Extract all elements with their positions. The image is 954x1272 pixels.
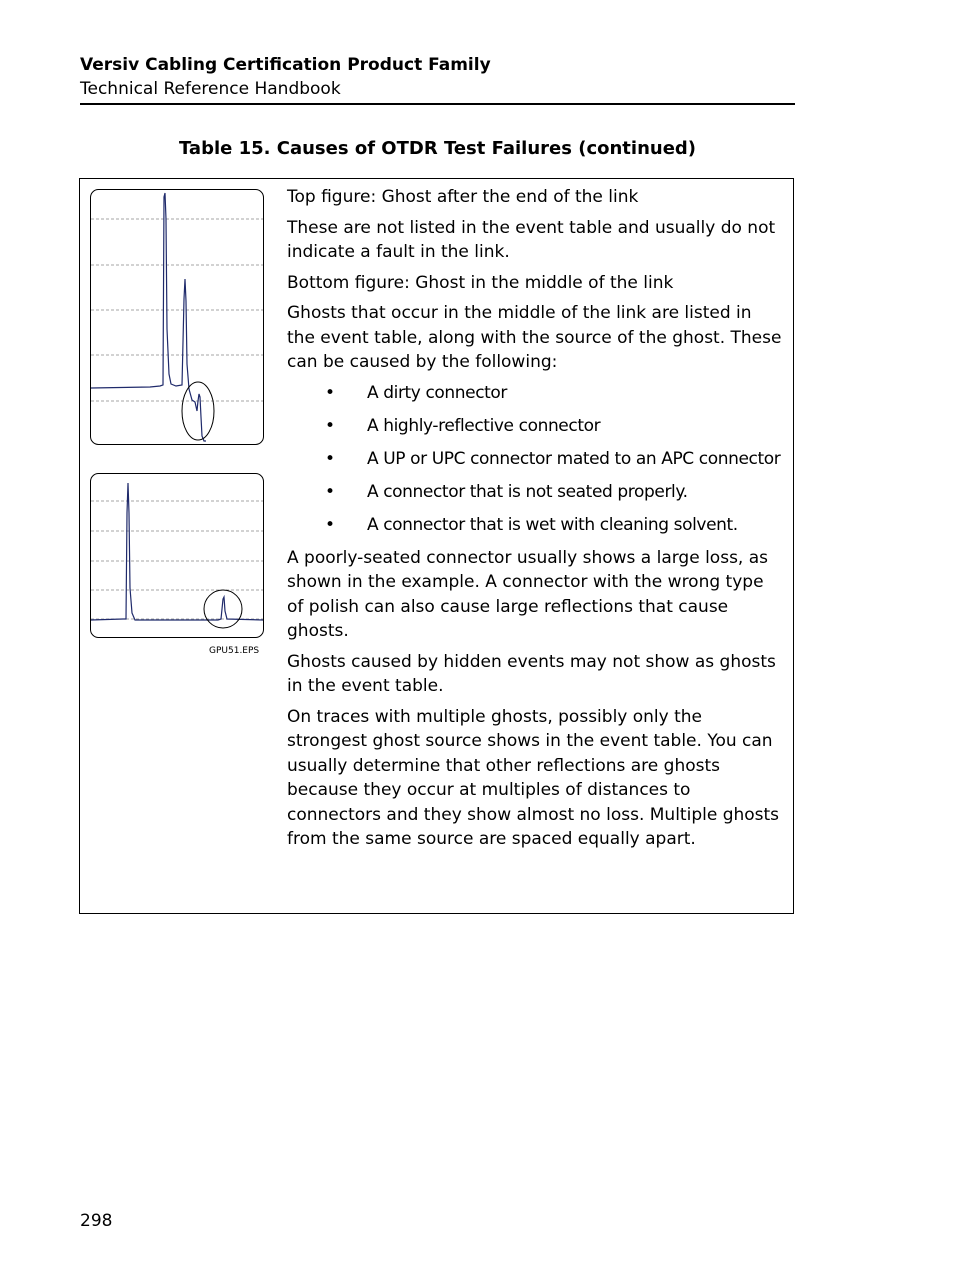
bullet: • [325, 415, 335, 436]
list-item: • A UP or UPC connector mated to an APC connector [287, 447, 782, 472]
bullet: • [325, 448, 335, 469]
list-item: • A highly-reflective connector [287, 414, 782, 439]
otdr-trace-ghost-middle [90, 473, 264, 638]
figure-label: GPU51.EPS [209, 646, 260, 656]
list-item: • A dirty connector [287, 381, 782, 406]
description-text [287, 185, 782, 858]
paragraph-poorly-seated: A poorly-seated connector usually shows a large loss, as shown in the example. A connector with the wrong type of polish can also cause large reflections that cause ghosts. [287, 547, 769, 641]
bullet: • [325, 514, 335, 535]
page-number: 298 [80, 1211, 113, 1231]
paragraph-ghosts-middle: Ghosts that occur in the middle of the link are listed in the event table, along with the source of the ghost. These can be caused by the following: [287, 303, 782, 372]
bullet: • [325, 481, 335, 502]
causes-table [79, 178, 794, 914]
header-subtitle: Technical Reference Handbook [80, 79, 341, 99]
running-header [80, 53, 795, 105]
paragraph-hidden-events: Ghosts caused by hidden events may not show as ghosts in the event table. [287, 651, 776, 696]
list-item: • A connector that is not seated properly. [287, 480, 782, 505]
list-item: • A connector that is wet with cleaning solvent. [287, 513, 782, 538]
causes-list [287, 381, 782, 538]
bullet: • [325, 382, 335, 403]
paragraph-top-figure: Top figure: Ghost after the end of the link [287, 187, 639, 207]
paragraph-not-listed: These are not listed in the event table and usually do not indicate a fault in the link. [287, 217, 776, 262]
paragraph-multiple-ghosts: On traces with multiple ghosts, possibly only the strongest ghost source shows in the event table. You can usually determine that other reflections are ghosts because they occur at multiples of distances to connectors and they show almost no loss. Multiple ghosts from the same source are spaced equally apart. [287, 706, 780, 849]
header-title: Versiv Cabling Certification Product Family [80, 55, 491, 75]
paragraph-bottom-figure: Bottom figure: Ghost in the middle of the link [287, 272, 674, 293]
table-caption: Table 15. Causes of OTDR Test Failures (continued) [178, 138, 697, 159]
otdr-trace-ghost-after-end [90, 189, 264, 445]
